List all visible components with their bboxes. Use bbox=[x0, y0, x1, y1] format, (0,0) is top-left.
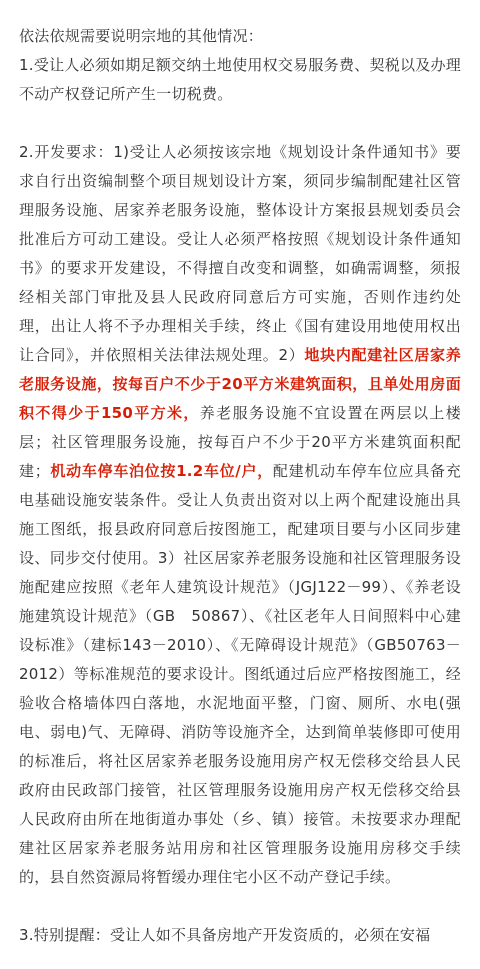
item-2-text-b: 养老服务设施不宜设置在两层以上楼层；社区管理服务设施，按每百户不少于20平方米建筑面积配建； bbox=[19, 404, 461, 480]
item-2-paragraph bbox=[19, 138, 461, 892]
item-3-paragraph: 3.特别提醒：受让人如不具备房地产开发资质的，必须在安福 bbox=[19, 926, 431, 944]
item-1-paragraph: 1.受让人必须如期足额交纳土地使用权交易服务费、契税以及办理不动产权登记所产生一切税费。 bbox=[19, 56, 461, 103]
document-heading: 依法依规需要说明宗地的其他情况： bbox=[19, 27, 264, 45]
document-body bbox=[19, 22, 461, 950]
item-2-text-a: 2.开发要求：1)受让人必须按该宗地《规划设计条件通知书》要求自行出资编制整个项目规划设计方案，须同步编制配建社区管理服务设施、居家养老服务设施，整体设计方案报县规划委员会批准后方可动工建设。受让人必须严格按照《规划设计条件通知书》的要求开发建设，不得擅自改变和调整，如确需调整，须报经相关部门审批及县人民政府同意后方可实施，否则作违约处理，出让人将不予办理相关手续，终止《国有建设用地使用权出让合同》，并依照相关法律法规处理。2） bbox=[19, 143, 461, 364]
item-2-highlight-parking: 机动车停车泊位按1.2车位/户， bbox=[49, 462, 273, 480]
item-2-text-c: 配建机动车停车位应具备充电基础设施安装条件。受让人负责出资对以上两个配建设施出具施工图纸，报县政府同意后按图施工，配建项目要与小区同步建设、同步交付使用。3）社区居家养老服务设施和社区管理服务设施配建应按照《老年人建筑设计规范》（JGJ122－99）、《养老设施建筑设计规范》（GB 50867）、《社区老年人日间照料中心建设标准》（建标143－2010）、《无障碍设计规范》（GB50763－2012）等标准规范的要求设计。图纸通过后应严格按图施工，经验收合格墙体四白落地，水泥地面平整，门窗、厕所、水电(强电、弱电)气、无障碍、消防等设施齐全，达到简单装修即可使用的标准后，将社区居家养老服务设施用房产权无偿移交给县人民政府由民政部门接管，社区管理服务设施用房产权无偿移交给县人民政府由所在地街道办事处（乡、镇）接管。未按要求办理配建社区居家养老服务站用房和社区管理服务设施用房移交手续的，县自然资源局将暂缓办理住宅小区不动产登记手续。 bbox=[19, 462, 461, 886]
item-2-highlight-elderly-facility: 地块内配建社区居家养老服务设施，按每百户不少于20平方米建筑面积，且单处用房面积不得少于150平方米， bbox=[19, 346, 461, 422]
